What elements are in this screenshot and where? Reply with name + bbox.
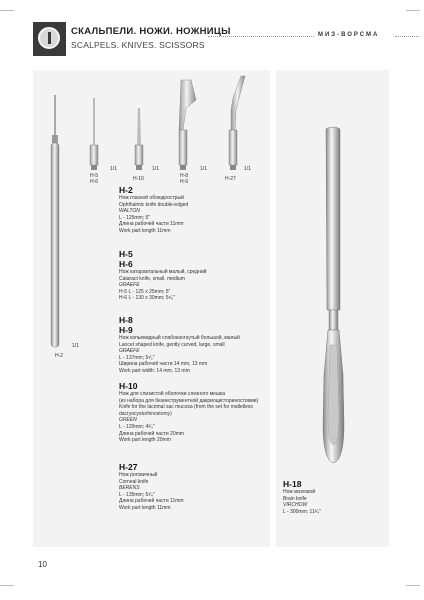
crop-mark (0, 585, 14, 586)
desc-h18: H-18 Нож мозговой Brain knife VIRCHOW L - 300mm; 11³⁄₄" (283, 479, 321, 515)
desc-h5: H-5 H-6 Нож катарактальный малый, средний Cataract knife, small, medium GRAEFE H-5 L - 125 x 25mm; 5" H-6 L - 130 x 30mm; 5¹⁄₈" (119, 249, 207, 302)
header-divider (208, 36, 314, 37)
knife-h10-drawing (135, 108, 143, 170)
ratio-h8: 1/1 (200, 166, 207, 172)
label-h2: H-2 (55, 353, 64, 359)
ratio-h5: 1/1 (110, 166, 117, 172)
crop-mark (406, 585, 420, 586)
ratio-h27: 1/1 (244, 166, 251, 172)
knife-h2-drawing (45, 95, 65, 355)
label-h5: H-5 H-6 (90, 173, 99, 185)
knife-h27-drawing (229, 76, 245, 170)
knife-h8-drawing (179, 80, 196, 170)
page-number: 10 (38, 560, 47, 569)
crop-mark (0, 10, 14, 11)
knife-h5-drawing (90, 98, 98, 170)
crop-mark (406, 10, 420, 11)
header-divider-right (395, 36, 419, 37)
ratio-h10: 1/1 (152, 166, 159, 172)
label-h27: H-27 (225, 176, 236, 182)
ratio-h2: 1/1 (72, 343, 79, 349)
brand-name: МИЗ-ВОРСМА (318, 32, 380, 38)
section-tab-icon (33, 22, 66, 56)
desc-h8: H-8 H-9 Нож копьевидный слабоизогнутый большой, малый Lancet shaped knife, gently curved, large, small GRAEFE L - 137mm; 5¹⁄₂" Ширина рабочей части 14 mm, 13 mm Work part width: 14 mm, 13 mm (119, 315, 240, 374)
label-h8: H-8 H-9 (180, 173, 189, 185)
desc-h10: H-10 Нож для слизистой оболочки слезного мешка (из набора для безинструментной дакриоцисториностомии) Knife for the lacrimal sac mucosa (from the set for malletless dacryocystorhinostomy) GREEN L - 120mm; 4³⁄₄" Длина рабочей части 20mm Work part length 20mm (119, 381, 259, 444)
desc-h2: H-2 Нож глазной обоюдоострый Ophthalmic knife double-edged WALTON L - 125mm; 5" Длина рабочей части 11mm Work part length 11mm (119, 185, 189, 234)
label-h10: H-10 (133, 176, 144, 182)
section-title-en: SCALPELS. KNIVES. SCISSORS (71, 40, 205, 50)
section-title-ru: СКАЛЬПЕЛИ. НОЖИ. НОЖНИЦЫ (71, 26, 231, 37)
desc-h27: H-27 Нож роговичный Corneal knife BERENS L - 135mm; 5¹⁄₄" Длина рабочей части 11mm Work part length 11mm (119, 462, 184, 511)
knife-h18-drawing (316, 125, 352, 470)
